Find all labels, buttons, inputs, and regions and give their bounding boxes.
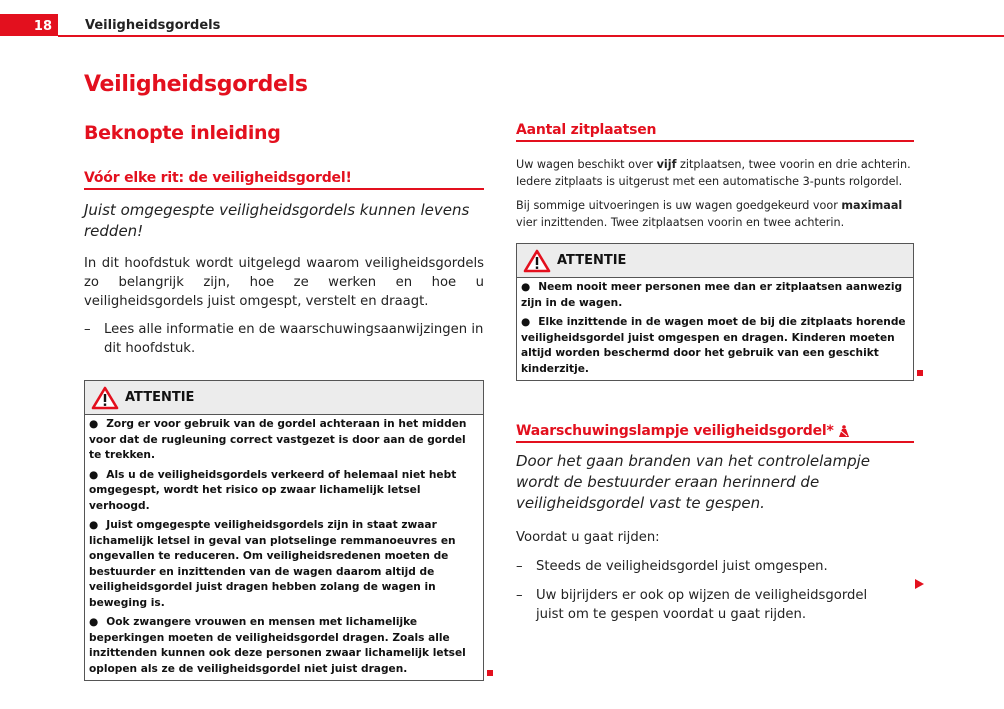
warning-item: ● Neem nooit meer personen mee dan er zitplaatsen aanwezig zijn in de wagen. [521, 281, 903, 309]
continue-arrow-icon [915, 579, 924, 589]
section-heading: Vóór elke rit: de veiligheidsgordel! [84, 170, 484, 190]
warning-body [517, 278, 913, 380]
seats-paragraph-2: Bij sommige uitvoeringen is uw wagen goedgekeurd voor maximaal vier inzittenden. Twee zitplaatsen voorin en twee achterin. [516, 199, 903, 229]
dash-bullet: – [516, 588, 523, 603]
warning-item: ● Juist omgegespte veiligheidsgordels zijn in staat zwaar lichamelijk letsel in geval van plotselinge remmanoeuvres en ongevallen te reduceren. Om veiligheidsredenen moeten de bestuurder en inzittenden van de wagen daarom altijd de veiligheidsgordel juist dragen hebben zolang de wagen in beweging is. [89, 519, 456, 609]
warning-label: ATTENTIE [125, 390, 195, 405]
list-item-text: Lees alle informatie en de waarschuwingsaanwijzingen in dit hoofdstuk. [104, 322, 484, 356]
page-number: 18 [33, 19, 52, 34]
left-column [84, 170, 484, 681]
intro-paragraph: In dit hoofdstuk wordt uitgelegd waarom veiligheidsgordels zo belangrijk zijn, hoe ze werken en hoe u veiligheidsgordels juist omgespt, verstelt en draagt. [84, 256, 484, 309]
warning-box [84, 380, 484, 681]
list-item [516, 557, 914, 576]
warning-label: ATTENTIE [557, 253, 627, 268]
dash-bullet: – [84, 322, 91, 337]
warning-item: ● Ook zwangere vrouwen en mensen met lichamelijke beperkingen moeten de veiligheidsgordel dragen. Zoals alle inzittenden kunnen ook deze personen zwaar lichamelijk letsel oplopen als ze de veiligheidsgordel niet juist dragen. [89, 616, 466, 675]
warning-header [85, 381, 483, 415]
section-heading-text: Waarschuwingslampje veiligheidsgordel* [516, 423, 834, 439]
list-item-text: Steeds de veiligheidsgordel juist omgespen. [536, 559, 828, 574]
warning-box-seats [516, 243, 914, 381]
list-item [84, 320, 484, 358]
page-subtitle: Beknopte inleiding [84, 122, 281, 144]
lead-text: Juist omgegespte veiligheidsgordels kunnen levens redden! [84, 201, 470, 240]
warning-item: ● Elke inzittende in de wagen moet de bij die zitplaats horende veiligheidsgordel juist omgespen en dragen. Kinderen moeten altijd worden beschermd door het gebruik van een geschikt kinderzitje. [521, 316, 906, 375]
section-heading-seats: Aantal zitplaatsen [516, 122, 914, 142]
warning-header [517, 244, 913, 278]
header-rule [58, 35, 1004, 37]
right-column [516, 122, 914, 624]
end-of-section-marker [487, 670, 493, 676]
warning-item: ● Als u de veiligheidsgordels verkeerd of helemaal niet hebt omgegespt, wordt het risico op zwaar lichamelijk letsel verhoogd. [89, 468, 457, 512]
page-number-block [0, 14, 58, 36]
page-title: Veiligheidsgordels [84, 72, 308, 97]
warning-item: ● Zorg er voor gebruik van de gordel achteraan in het midden voor dat de rugleuning correct vastgezet is door aan de gordel te trekken. [89, 418, 467, 461]
lamp-lead-text: Door het gaan branden van het controlelampje wordt de bestuurder eraan herinnerd de veiligheidsgordel vast te gespen. [516, 452, 870, 512]
warning-body [85, 415, 483, 680]
end-of-section-marker [917, 370, 923, 376]
running-header: Veiligheidsgordels [85, 18, 221, 33]
seats-paragraph-1: Uw wagen beschikt over vijf zitplaatsen, twee voorin en drie achterin. Iedere zitplaats is uitgerust met een automatische 3-punts rolgordel. [516, 158, 911, 188]
lamp-intro: Voordat u gaat rijden: [516, 530, 660, 545]
warning-triangle-icon [523, 249, 551, 273]
list-item-text: Uw bijrijders er ook op wijzen de veiligheidsgordel juist om te gespen voordat u gaat rijden. [536, 588, 868, 622]
dash-bullet: – [516, 559, 523, 574]
seatbelt-warning-icon [838, 425, 850, 438]
list-item [516, 586, 914, 624]
warning-triangle-icon [91, 386, 119, 410]
section-heading-lamp [516, 423, 914, 443]
